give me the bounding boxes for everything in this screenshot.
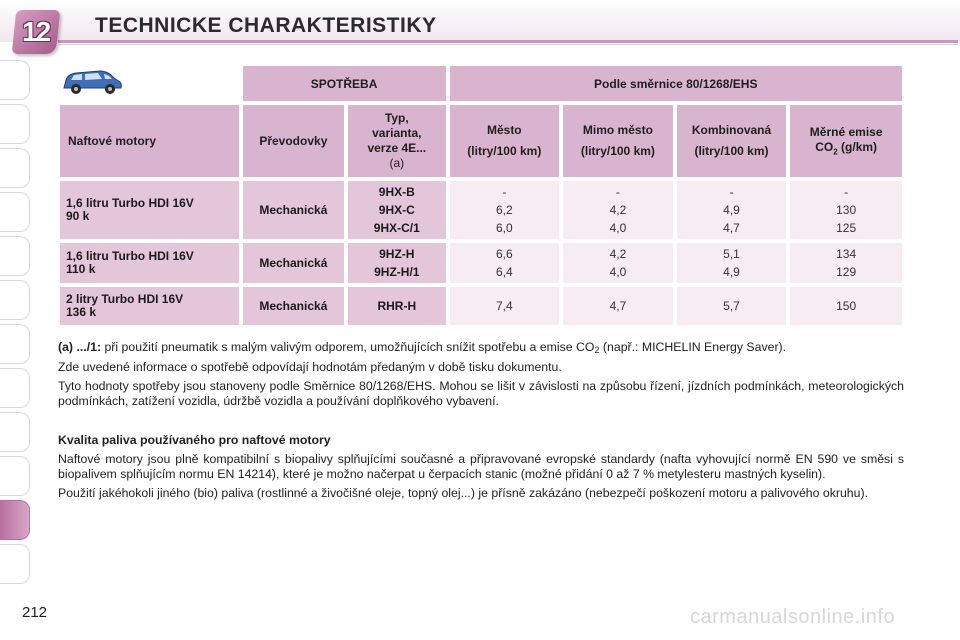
table-row	[60, 287, 902, 325]
col-header-city	[450, 105, 560, 177]
combined-cell	[677, 287, 787, 325]
co2-cell	[790, 181, 902, 239]
co2-cell	[790, 287, 902, 325]
chapter-tab[interactable]	[0, 192, 30, 232]
value: 6,4	[495, 265, 513, 279]
chapter-tab[interactable]	[0, 280, 30, 320]
col-header-type-line: varianta,	[372, 126, 422, 140]
type-cell	[348, 181, 445, 239]
type-cell	[348, 287, 445, 325]
co2-unit: (g/km)	[837, 139, 878, 154]
value: 129	[836, 265, 857, 279]
city-cell	[450, 243, 560, 283]
gearbox-cell: Mechanická	[243, 243, 344, 283]
col-header-type-line: (a)	[389, 156, 405, 170]
value: 6,2	[495, 203, 513, 217]
col-header-extra-urban	[563, 105, 673, 177]
value: 4,7	[723, 221, 740, 235]
page-title: TECHNICKE CHARAKTERISTIKY	[95, 14, 437, 37]
type-code: 9HX-B	[378, 185, 415, 199]
engine-power: 90 k	[66, 209, 90, 223]
value: 4,0	[609, 221, 627, 235]
table-row	[60, 243, 902, 283]
type-cell	[348, 243, 445, 283]
col-header-engine: Naftové motory	[60, 105, 239, 177]
car-icon-cell	[60, 66, 239, 101]
gearbox-cell: Mechanická	[243, 287, 344, 325]
city-cell	[450, 181, 560, 239]
chapter-tab[interactable]	[0, 104, 30, 144]
value: 7,4	[495, 299, 513, 313]
engine-name: 2 litry Turbo HDI 16V	[66, 292, 184, 307]
col-header-combined	[677, 105, 787, 177]
col-header-combined-unit: (litry/100 km)	[694, 144, 769, 158]
col-header-type-line: verze 4E...	[367, 141, 427, 155]
table-row	[60, 181, 902, 239]
info-paragraph: Tyto hodnoty spotřeby jsou stanoveny podle Směrnice 80/1268/EHS. Mohou se lišit v závislosti na způsobu řízení, jízdních podmínkách, meteorologických podmínkách, zatížení vozidla, údržbě vozidla a používání doplňkového vybavení.	[58, 378, 904, 408]
header-rule-thin	[58, 44, 958, 45]
chapter-tab[interactable]	[0, 368, 30, 408]
value: -	[729, 185, 734, 199]
col-header-extra-unit: (litry/100 km)	[580, 144, 655, 158]
footnote-subscript: 2	[594, 345, 600, 355]
group-header-directive: Podle směrnice 80/1268/EHS	[450, 66, 902, 101]
notes-section	[58, 340, 904, 505]
footnote-text: při použití pneumatik s malým valivým odporem, umožňujících snížit spotřebu a emise CO	[101, 340, 595, 354]
type-code: RHR-H	[377, 299, 417, 313]
engine-name: 1,6 litru Turbo HDI 16V	[66, 196, 194, 211]
combined-cell	[677, 181, 787, 239]
co2-subscript: 2	[833, 147, 838, 157]
section-title: Kvalita paliva používaného pro naftové motory	[58, 432, 331, 447]
watermark: carmanualsonline.info	[690, 606, 896, 628]
col-header-type	[348, 105, 445, 177]
co2-label: CO	[815, 139, 834, 154]
col-header-combined-line: Kombinovaná	[691, 123, 772, 137]
extra-urban-cell	[563, 287, 673, 325]
value: 4,2	[609, 203, 627, 217]
col-header-extra-line: Mimo město	[582, 123, 653, 137]
co2-cell	[790, 243, 902, 283]
col-header-co2	[790, 105, 902, 177]
chapter-tab[interactable]	[0, 148, 30, 188]
value: 6,6	[495, 247, 513, 261]
value: 5,1	[723, 247, 740, 261]
fuel-paragraph: Použití jakéhokoli jiného (bio) paliva (rostlinné a živočišné oleje, topný olej...) je přísně zakázáno (nebezpečí poškození motoru a palivového okruhu).	[58, 485, 868, 500]
consumption-table	[56, 62, 906, 329]
value: 5,7	[723, 299, 740, 313]
extra-urban-cell	[563, 243, 673, 283]
engine-name: 1,6 litru Turbo HDI 16V	[66, 249, 194, 264]
value: 4,2	[609, 247, 627, 261]
value: 4,7	[609, 299, 627, 313]
value: -	[844, 185, 849, 199]
car-icon	[60, 66, 124, 98]
value: 134	[836, 247, 857, 261]
value: -	[502, 185, 507, 199]
footnote-label: (a) .../1:	[58, 340, 102, 354]
chapter-tab[interactable]	[0, 456, 30, 496]
group-header-consumption: SPOTŘEBA	[243, 66, 446, 101]
chapter-tab[interactable]	[0, 236, 30, 276]
col-header-type-line: Typ,	[384, 111, 409, 125]
value: 4,9	[723, 203, 740, 217]
fuel-paragraph: Naftové motory jsou plně kompatibilní s biopalivy splňujícími současné a připravované evropské standardy (nafta vyhovující normě EN 590 ve směsi s biopalivem splňujícím normu EN 14214), které je možno načerpat u čerpacích stanic (možné přidání 0 až 7 % metylesteru mastných kyselin).	[58, 451, 904, 481]
chapter-tab[interactable]	[0, 324, 30, 364]
value: 4,9	[723, 265, 740, 279]
chapter-tab[interactable]	[0, 544, 30, 584]
type-code: 9HX-C	[378, 203, 415, 217]
chapter-tab-rail	[0, 60, 32, 580]
value: 125	[836, 221, 857, 235]
value: 4,0	[609, 265, 627, 279]
engine-power: 136 k	[66, 305, 97, 319]
engine-cell	[60, 287, 239, 325]
type-code: 9HZ-H	[379, 247, 415, 261]
value: 130	[836, 203, 857, 217]
footnote-text-end: (např.: MICHELIN Energy Saver).	[599, 340, 787, 354]
chapter-tab[interactable]	[0, 412, 30, 452]
chapter-badge	[12, 10, 61, 54]
type-code: 9HX-C/1	[373, 221, 420, 235]
extra-urban-cell	[563, 181, 673, 239]
col-header-city-unit: (litry/100 km)	[467, 144, 542, 158]
header-rule	[58, 40, 958, 43]
engine-cell	[60, 243, 239, 283]
value: 6,0	[495, 221, 513, 235]
footnote-a	[58, 340, 904, 356]
gearbox-cell: Mechanická	[243, 181, 344, 239]
chapter-tab-active[interactable]	[0, 500, 30, 540]
engine-power: 110 k	[66, 262, 96, 276]
type-code: 9HZ-H/1	[374, 265, 420, 279]
col-header-co2-line: Měrné emise	[809, 124, 883, 139]
engine-cell	[60, 181, 239, 239]
col-header-city-line: Město	[486, 123, 522, 137]
chapter-number: 12	[22, 16, 50, 47]
combined-cell	[677, 243, 787, 283]
page-number: 212	[22, 604, 48, 621]
col-header-gearbox: Převodovky	[243, 105, 344, 177]
value: 150	[836, 299, 857, 313]
city-cell	[450, 287, 560, 325]
value: -	[615, 185, 620, 199]
col-header-co2-unit	[790, 140, 902, 157]
info-paragraph: Zde uvedené informace o spotřebě odpovídají hodnotám předaným v době tisku dokumentu.	[58, 359, 562, 374]
chapter-tab[interactable]	[0, 60, 30, 100]
